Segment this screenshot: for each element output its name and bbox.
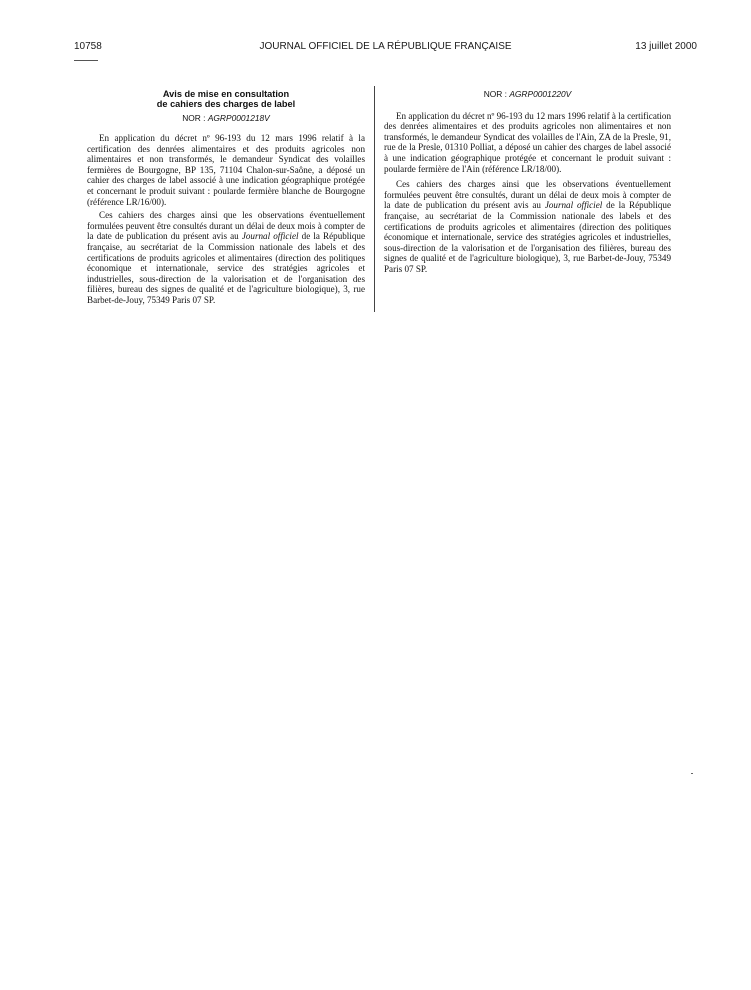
page-number: 10758 bbox=[74, 41, 102, 52]
right-paragraph-2-end: de la République française, au secrétariat de la Commission nationale des labels et des certifications de produits agricoles et alimentaires (direction des politiques économique et internationale, service des stratégies agricoles et industrielles, sous-direction de la valorisation et de l'organisation des filières, bureau des signes de qualité et de l'agriculture biologique), 3, rue Barbet-de-Jouy, 75349 Paris 07 SP. bbox=[384, 200, 671, 274]
nor-reference-right bbox=[384, 89, 671, 100]
notice-title bbox=[87, 89, 365, 109]
left-paragraph-2-end: de la République française, au secrétariat de la Commission nationale des labels et des certifications de produits agricoles et alimentaires (direction des politiques économique et internationale, service des stratégies agricoles et industrielles, sous-direction de la valorisation et de l'organisation des filières, bureau des signes de qualité et de l'agriculture biologique), 3, rue Barbet-de-Jouy, 75349 Paris 07 SP. bbox=[87, 231, 365, 305]
journal-officiel-ref: Journal officiel bbox=[544, 200, 603, 211]
nor-code: AGRP0001220V bbox=[509, 89, 572, 99]
right-column bbox=[384, 89, 671, 280]
scan-speck bbox=[691, 773, 693, 774]
right-paragraph-2-start: Ces cahiers des charges ainsi que les observations éventuellement formulées peuvent être consultés, durant un délai de deux mois à compter de la date de publication du présent avis au bbox=[384, 179, 671, 211]
left-paragraph-1: En application du décret nº 96-193 du 12 mars 1996 relatif à la certification des denrées alimentaires et des produits agricoles non alimentaires et non transformés, le demandeur Syndicat des volailles fermières de Bourgogne, BP 135, 71104 Chalon-sur-Saône, a déposé un cahier des charges de label associé à une indication géographique protégée et concernant le produit suivant : poularde fermière blanche de Bourgogne (référence LR/16/00). bbox=[87, 133, 365, 207]
left-column bbox=[87, 85, 365, 309]
left-paragraph-2-start: Ces cahiers des charges ainsi que les observations éventuellement formulées peuvent être consultés durant un délai de deux mois à compter de la date de publication du présent avis au bbox=[87, 210, 365, 242]
nor-label: NOR : bbox=[483, 89, 507, 99]
nor-reference-left bbox=[87, 113, 365, 124]
page-header bbox=[74, 41, 697, 57]
journal-officiel-ref: Journal officiel bbox=[241, 231, 299, 242]
left-paragraph-2 bbox=[87, 210, 365, 305]
journal-title: JOURNAL OFFICIEL DE LA RÉPUBLIQUE FRANÇAISE bbox=[259, 41, 512, 52]
column-divider bbox=[374, 86, 375, 312]
notice-title-line-1: Avis de mise en consultation bbox=[162, 89, 290, 99]
nor-code: AGRP0001218V bbox=[207, 113, 270, 124]
issue-date: 13 juillet 2000 bbox=[635, 41, 697, 52]
notice-title-line-2: de cahiers des charges de label bbox=[156, 99, 296, 110]
header-rule bbox=[74, 60, 98, 61]
right-paragraph-1: En application du décret nº 96-193 du 12 mars 1996 relatif à la certification des denrées alimentaires et des produits agricoles non alimentaires et non transformés, le demandeur Syndicat des volailles de l'Ain, ZA de la Presle, 91, rue de la Presle, 01310 Polliat, a déposé un cahier des charges de label associé à une indication géographique protégée et concernant le produit suivant : poularde fermière de l'Ain (référence LR/18/00). bbox=[384, 110, 671, 174]
right-paragraph-2 bbox=[384, 179, 671, 274]
nor-label: NOR : bbox=[182, 113, 206, 124]
